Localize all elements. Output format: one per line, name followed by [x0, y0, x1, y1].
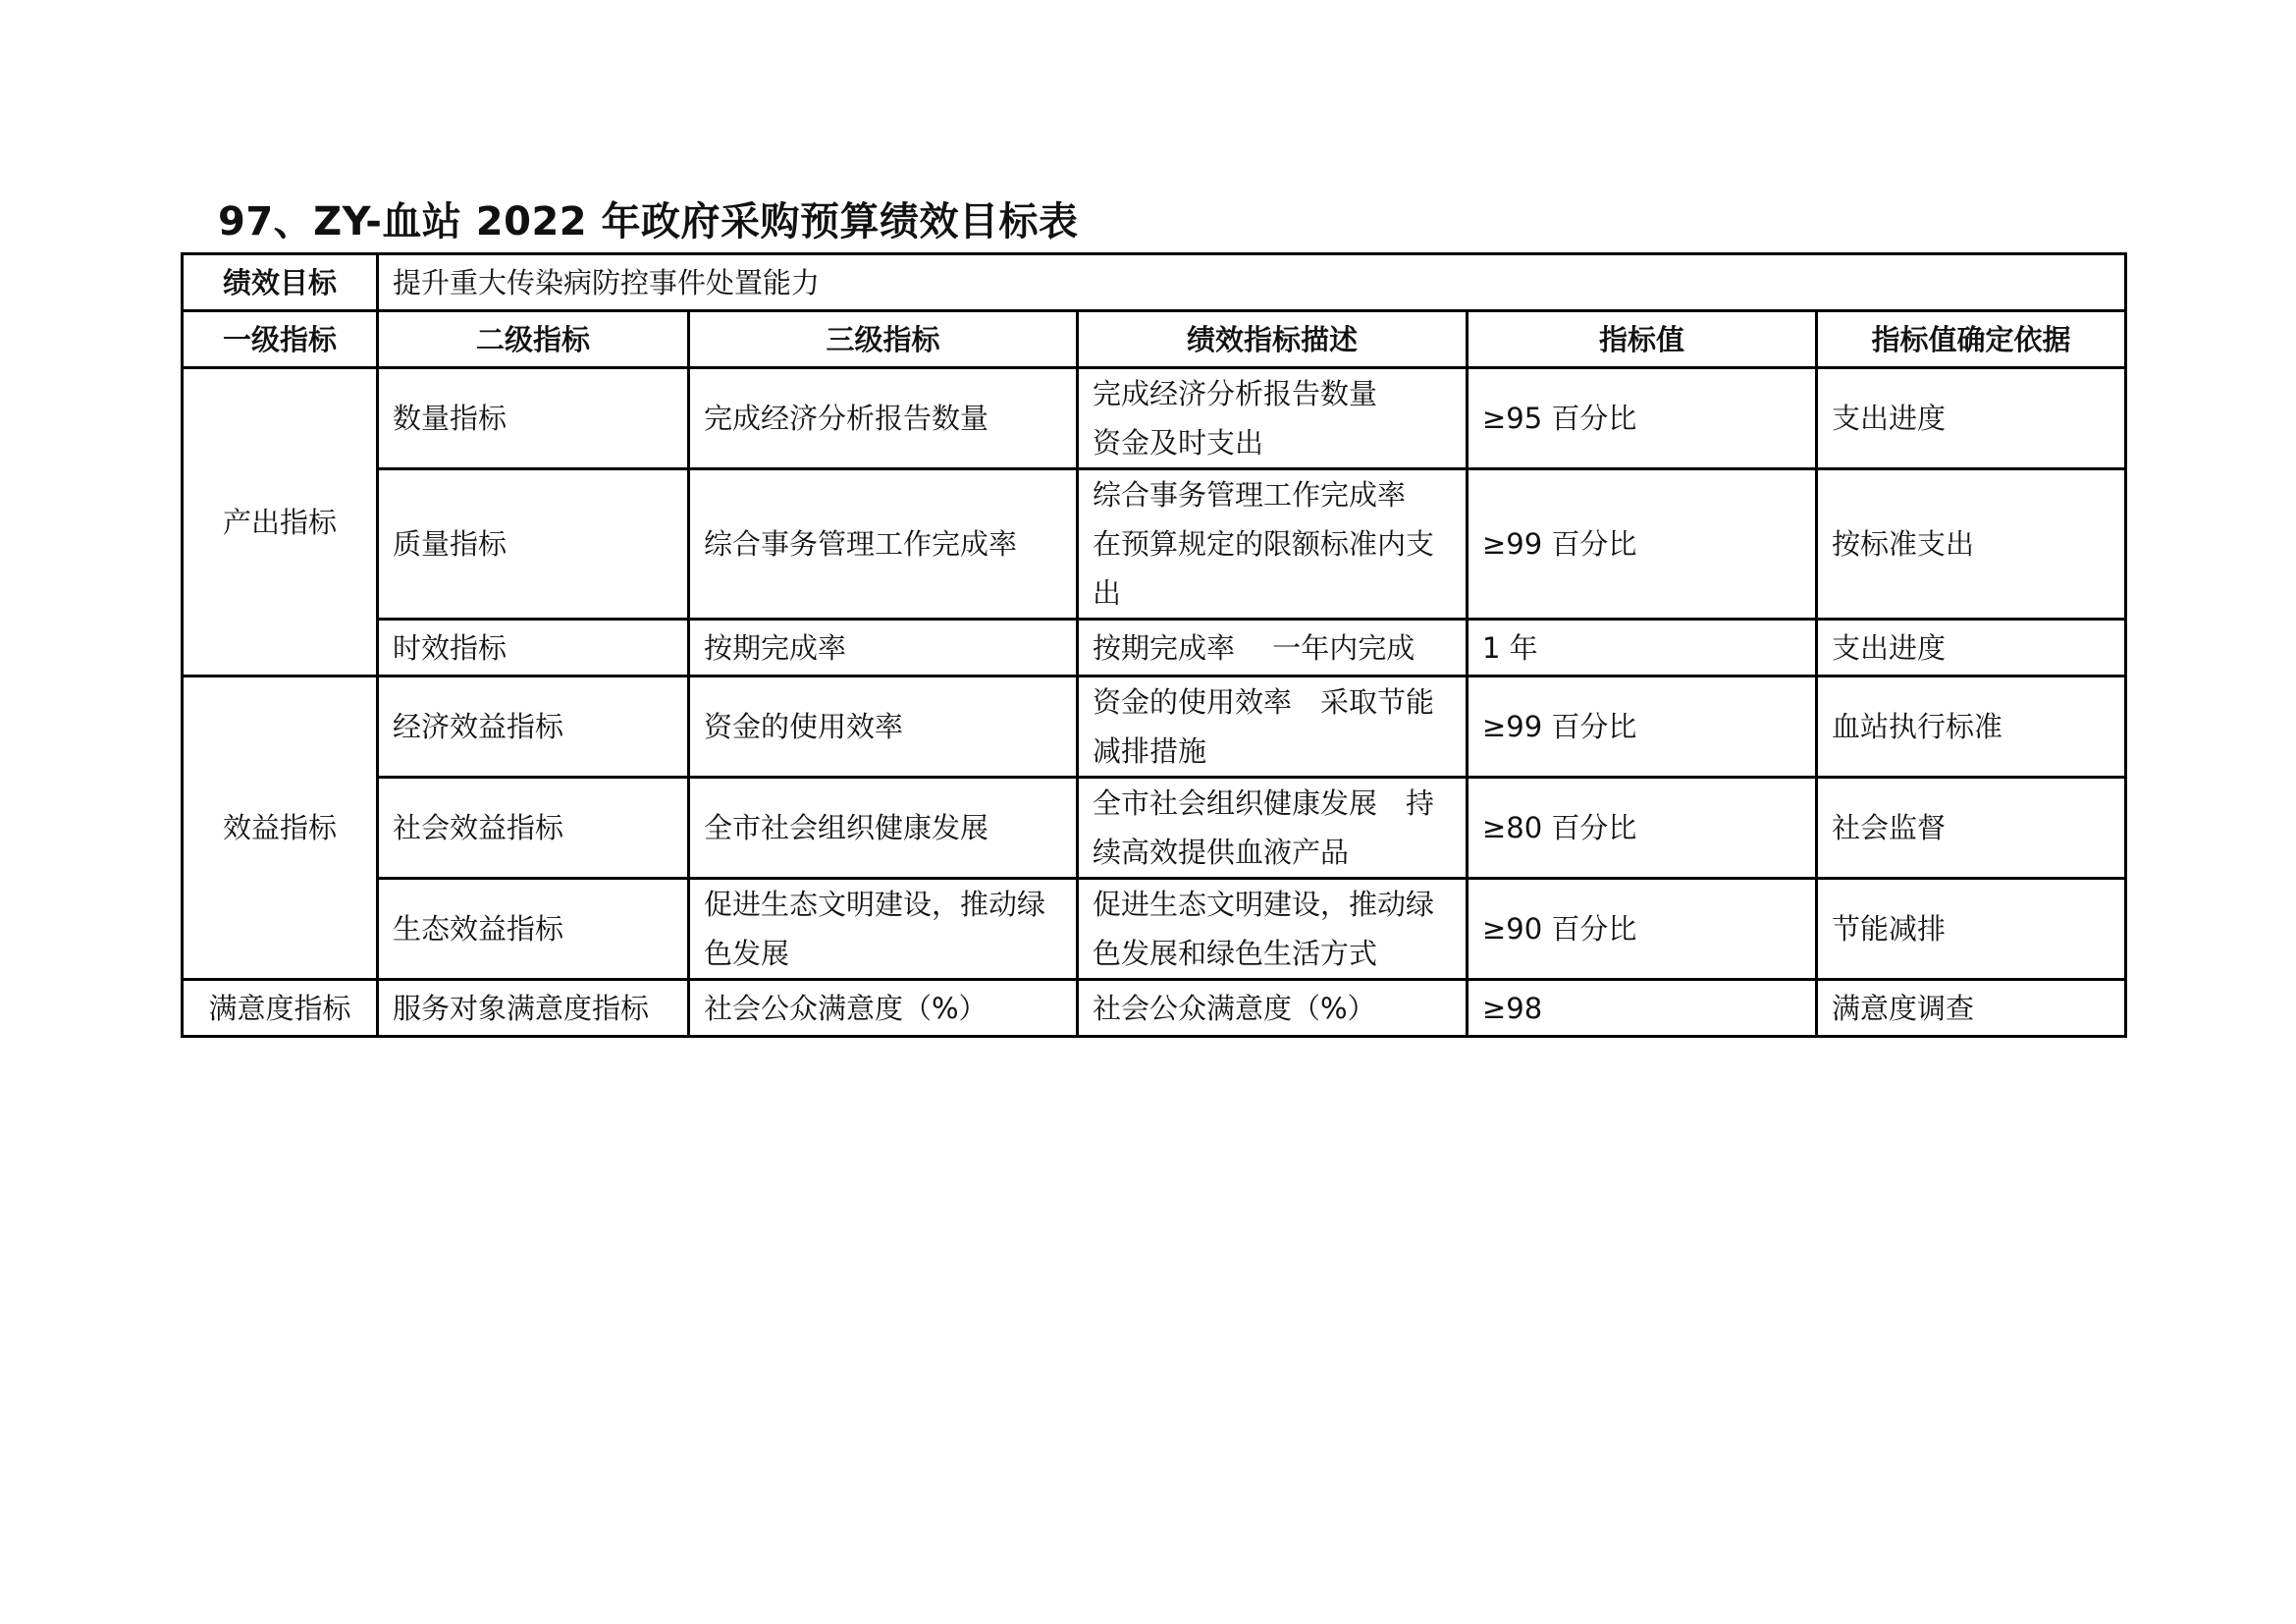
table-row: [183, 620, 2126, 677]
header-value: 指标值: [1468, 311, 1817, 368]
header-basis: 指标值确定依据: [1817, 311, 2126, 368]
table-row: [183, 368, 2126, 469]
basis-cell: 血站执行标准: [1817, 677, 2126, 778]
group-satisfaction: 满意度指标: [183, 980, 378, 1037]
description-cell: [1078, 620, 1468, 677]
level3-cell: 资金的使用效率: [689, 677, 1078, 778]
description-cell: [1078, 980, 1468, 1037]
group-benefit: 效益指标: [183, 677, 378, 980]
level2-cell: 质量指标: [378, 469, 689, 620]
basis-cell: 支出进度: [1817, 620, 2126, 677]
level2-cell: 服务对象满意度指标: [378, 980, 689, 1037]
table-row: [183, 778, 2126, 879]
level2-cell: 生态效益指标: [378, 879, 689, 980]
description-line: 资金及时支出: [1093, 426, 1264, 460]
description-line: 色发展和绿色生活方式: [1093, 937, 1378, 970]
level3-line: 促进生态文明建设，推动绿: [704, 888, 1046, 921]
description-line: 综合事务管理工作完成率: [1093, 478, 1407, 512]
value-cell: 1 年: [1468, 620, 1817, 677]
value-cell: ≥95 百分比: [1468, 368, 1817, 469]
description-line: 社会公众满意度（%）: [1093, 991, 1376, 1025]
basis-cell: 按标准支出: [1817, 469, 2126, 620]
goal-label: 绩效目标: [183, 254, 378, 311]
description-line: 促进生态文明建设，推动绿: [1093, 888, 1435, 921]
level3-cell: 按期完成率: [689, 620, 1078, 677]
level2-cell: 数量指标: [378, 368, 689, 469]
goal-value: 提升重大传染病防控事件处置能力: [378, 254, 2126, 311]
level3-cell: 完成经济分析报告数量: [689, 368, 1078, 469]
level3-line: 色发展: [704, 937, 790, 970]
level3-cell: 全市社会组织健康发展: [689, 778, 1078, 879]
header-row: [183, 311, 2126, 368]
description-line: 在预算规定的限额标准内支: [1093, 527, 1435, 561]
value-cell: ≥90 百分比: [1468, 879, 1817, 980]
value-cell: ≥99 百分比: [1468, 469, 1817, 620]
group-output: 产出指标: [183, 368, 378, 677]
description-line: 按期完成率 一年内完成: [1093, 630, 1415, 665]
description-cell: [1078, 677, 1468, 778]
table-row: [183, 980, 2126, 1037]
basis-cell: 社会监督: [1817, 778, 2126, 879]
table-row: [183, 677, 2126, 778]
header-level1: 一级指标: [183, 311, 378, 368]
level2-cell: 社会效益指标: [378, 778, 689, 879]
basis-cell: 节能减排: [1817, 879, 2126, 980]
description-line: 减排措施: [1093, 734, 1207, 768]
table-row: [183, 879, 2126, 980]
description-cell: [1078, 368, 1468, 469]
level2-cell: 时效指标: [378, 620, 689, 677]
description-line: 出: [1093, 576, 1122, 610]
table-row: [183, 469, 2126, 620]
level2-cell: 经济效益指标: [378, 677, 689, 778]
performance-target-table: [181, 252, 2127, 1038]
description-cell: [1078, 778, 1468, 879]
header-description: 绩效指标描述: [1078, 311, 1468, 368]
level3-cell: [689, 879, 1078, 980]
basis-cell: 满意度调查: [1817, 980, 2126, 1037]
description-cell: [1078, 469, 1468, 620]
description-cell: [1078, 879, 1468, 980]
description-line: 完成经济分析报告数量: [1093, 377, 1378, 410]
value-cell: ≥80 百分比: [1468, 778, 1817, 879]
value-cell: ≥98: [1468, 980, 1817, 1037]
goal-row: [183, 254, 2126, 311]
header-level2: 二级指标: [378, 311, 689, 368]
basis-cell: 支出进度: [1817, 368, 2126, 469]
page-title: 97、ZY-血站 2022 年政府采购预算绩效目标表: [218, 199, 1079, 244]
level3-cell: 综合事务管理工作完成率: [689, 469, 1078, 620]
level3-cell: 社会公众满意度（%）: [689, 980, 1078, 1037]
description-line: 续高效提供血液产品: [1093, 836, 1350, 869]
header-level3: 三级指标: [689, 311, 1078, 368]
value-cell: ≥99 百分比: [1468, 677, 1817, 778]
description-line: 全市社会组织健康发展 持: [1093, 786, 1435, 820]
description-line: 资金的使用效率 采取节能: [1093, 685, 1435, 719]
